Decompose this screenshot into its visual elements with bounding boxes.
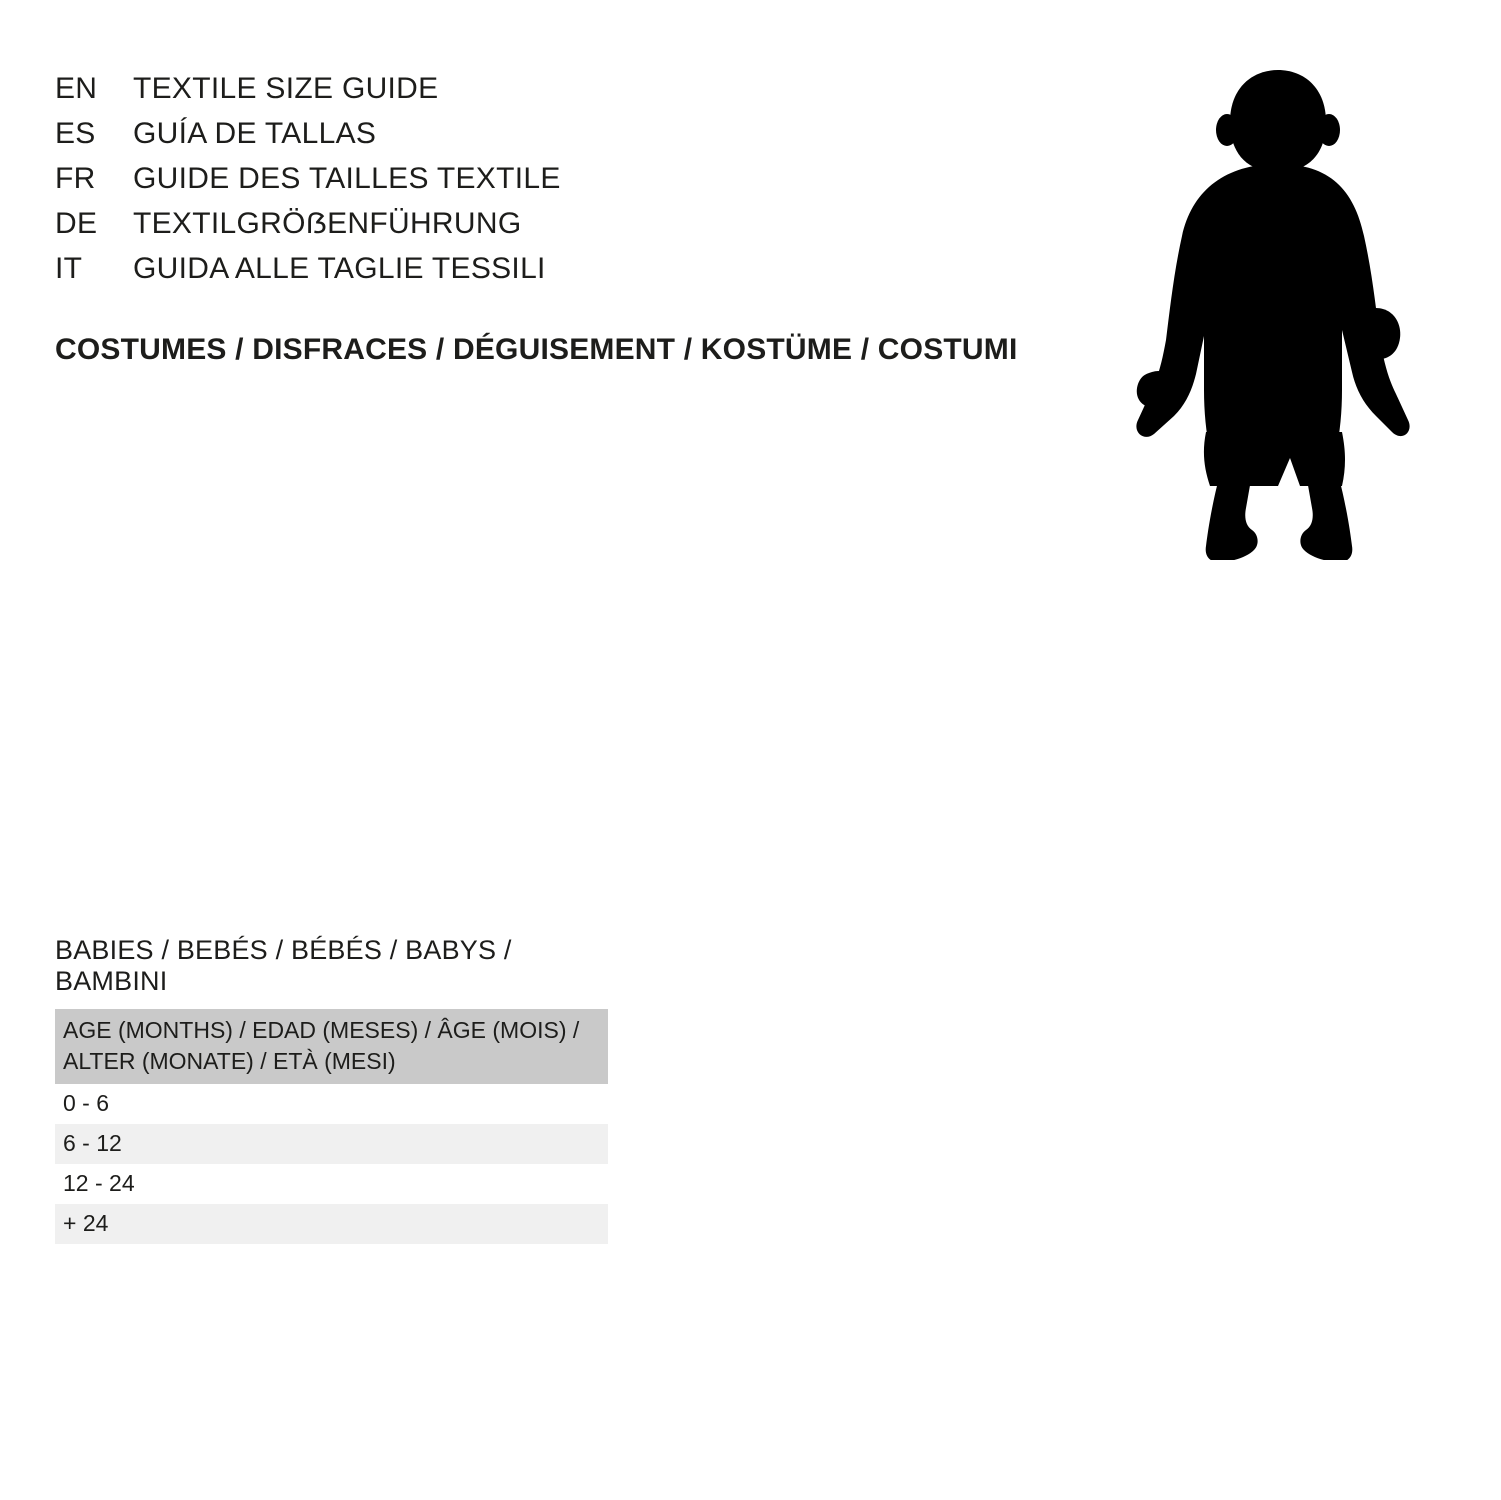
language-code-en: EN: [55, 72, 98, 105]
language-code-it: IT: [55, 252, 83, 285]
table-caption: BABIES / BEBÉS / BÉBÉS / BABYS / BAMBINI: [55, 935, 512, 996]
table-row: [55, 1164, 608, 1204]
language-row-es: [55, 117, 955, 162]
table-cell-age: 0 - 6: [55, 1084, 608, 1124]
language-row-de: [55, 207, 955, 252]
language-row-en: [55, 72, 955, 117]
language-text-es: GUÍA DE TALLAS: [133, 117, 377, 150]
language-text-it: GUIDA ALLE TAGLIE TESSILI: [133, 252, 546, 285]
table-cell-age: 12 - 24: [55, 1164, 608, 1204]
table-row: [55, 1124, 608, 1164]
table-row: [55, 1204, 608, 1244]
language-guide-block: [55, 72, 955, 297]
language-text-fr: GUIDE DES TAILLES TEXTILE: [133, 162, 561, 195]
toddler-silhouette-icon: [1100, 60, 1450, 560]
language-row-fr: [55, 162, 955, 207]
language-text-de: TEXTILGRÖẞENFÜHRUNG: [133, 207, 522, 240]
language-code-fr: FR: [55, 162, 96, 195]
babies-size-table: [55, 1009, 608, 1244]
language-code-es: ES: [55, 117, 96, 150]
table-row: [55, 1084, 608, 1124]
category-line: COSTUMES / DISFRACES / DÉGUISEMENT / KOSTÜME / COSTUMI: [55, 333, 1018, 366]
language-code-de: DE: [55, 207, 98, 240]
language-row-it: [55, 252, 955, 297]
table-cell-age: 6 - 12: [55, 1124, 608, 1164]
size-table-section: [55, 935, 615, 1244]
language-text-en: TEXTILE SIZE GUIDE: [133, 72, 439, 105]
table-cell-age: + 24: [55, 1204, 608, 1244]
table-header-row: [55, 1009, 608, 1084]
table-header-age: AGE (MONTHS) / EDAD (MESES) / ÂGE (MOIS) / ALTER (MONATE) / ETÀ (MESI): [55, 1009, 608, 1084]
